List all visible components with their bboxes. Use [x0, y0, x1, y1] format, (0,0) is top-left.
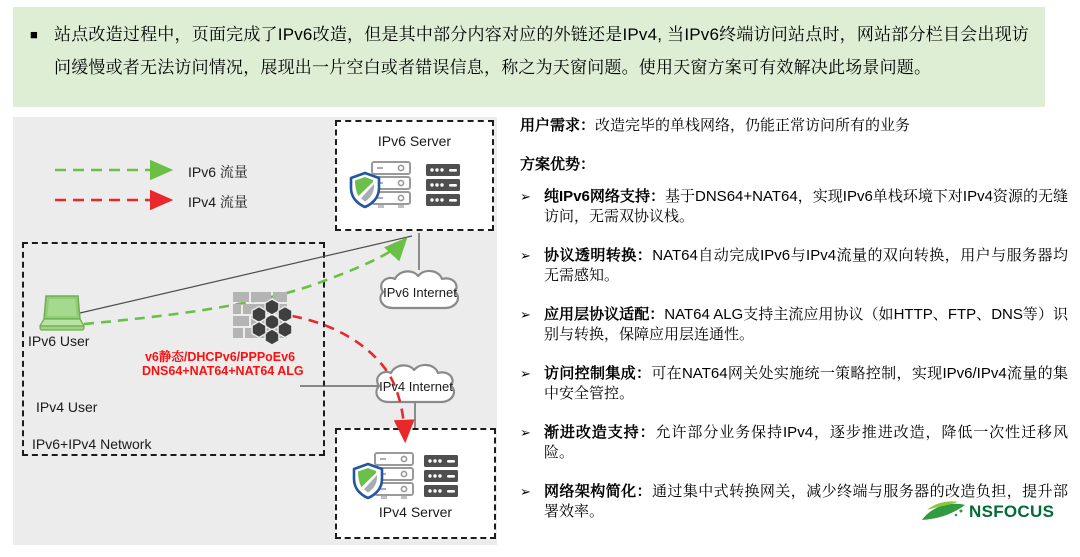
solution-panel: [520, 116, 1068, 541]
advantage-item: [520, 187, 1068, 227]
item-text: NAT64 ALG支持主流应用协议（如HTTP、FTP、DNS等）识别与转换，保障应用层连通性。: [544, 306, 1068, 343]
legend-ipv6-label: IPv6 流量: [188, 164, 248, 180]
item-text: 可在NAT64网关处实施统一策略控制，实现IPv6/IPv4流量的集中安全管控。: [544, 365, 1068, 402]
ipv4-internet-label: IPv4 Internet: [379, 379, 453, 394]
intro-banner: [13, 7, 1045, 107]
ipv6-user-label: IPv6 User: [28, 333, 90, 349]
network-label: IPv6+IPv4 Network: [32, 436, 152, 452]
ipv4-user-label: IPv4 User: [36, 399, 98, 415]
item-text: NAT64自动完成IPv6与IPv4流量的双向转换，用户与服务器均无需感知。: [544, 247, 1068, 284]
ipv6-internet-label: IPv6 Internet: [383, 285, 457, 300]
arrow-bullet-icon: ➢: [520, 484, 531, 499]
nat64-gateway-firewall-icon: [233, 292, 292, 345]
nsfocus-logo: [921, 499, 1054, 525]
ipv4-server-label: IPv4 Server: [378, 504, 453, 520]
gateway-caption-line2: DNS64+NAT64+NAT64 ALG: [142, 364, 304, 378]
ipv4-server-icon: [354, 453, 458, 499]
item-lead: 协议透明转换：: [544, 247, 653, 264]
advantage-item: [520, 246, 1068, 286]
square-bullet-icon: ■: [30, 27, 38, 42]
gateway-caption-line1: v6静态/DHCPv6/PPPoEv6: [144, 350, 296, 364]
legend-ipv4-label: IPv4 流量: [188, 194, 248, 210]
requirement-text: 改造完毕的单栈网络，仍能正常访问所有的业务: [595, 117, 911, 134]
advantage-item: [520, 364, 1068, 404]
laptop-icon: [40, 296, 84, 330]
item-text: 允许部分业务保持IPv4，逐步推进改造，降低一次性迁移风险。: [544, 424, 1068, 461]
item-text: 通过集中式转换网关，减少终端与服务器的改造负担，提升部署效率。: [544, 483, 1068, 520]
arrow-bullet-icon: ➢: [520, 248, 531, 263]
item-lead: 访问控制集成：: [544, 365, 652, 382]
nsfocus-logo-icon: [921, 499, 967, 525]
arrow-bullet-icon: ➢: [520, 366, 531, 381]
advantage-item: [520, 305, 1068, 345]
item-lead: 应用层协议适配：: [544, 306, 665, 323]
gateway-caption: [142, 350, 304, 378]
requirement-label: 用户需求：: [520, 117, 596, 134]
diagram-graphics: [13, 117, 497, 545]
user-requirement: [520, 116, 1068, 136]
arrow-bullet-icon: ➢: [520, 425, 531, 440]
arrow-bullet-icon: ➢: [520, 307, 531, 322]
item-text: 基于DNS64+NAT64，实现IPv6单栈环境下对IPv4资源的无缝访问，无需双协议栈。: [544, 188, 1069, 225]
ipv6-server-label: IPv6 Server: [377, 133, 452, 149]
advantage-item: [520, 423, 1068, 463]
intro-text: 站点改造过程中，页面完成了IPv6改造，但是其中部分内容对应的外链还是IPv4, 当IPv6终端访问站点时，网站部分栏目会出现访问缓慢或者无法访问情况，展现出一片空白或者错误信息，称之为天窗问题。使用天窗方案可有效解决此场景问题。: [54, 25, 1029, 77]
ipv6-server-icon: [351, 162, 460, 208]
item-lead: 网络架构简化：: [544, 483, 652, 500]
nsfocus-logo-text: NSFOCUS: [969, 502, 1055, 521]
item-lead: 纯IPv6网络支持：: [544, 188, 665, 205]
advantages-heading: 方案优势：: [520, 156, 596, 173]
arrow-bullet-icon: ➢: [520, 189, 531, 204]
item-lead: 渐进改造支持：: [544, 424, 656, 441]
